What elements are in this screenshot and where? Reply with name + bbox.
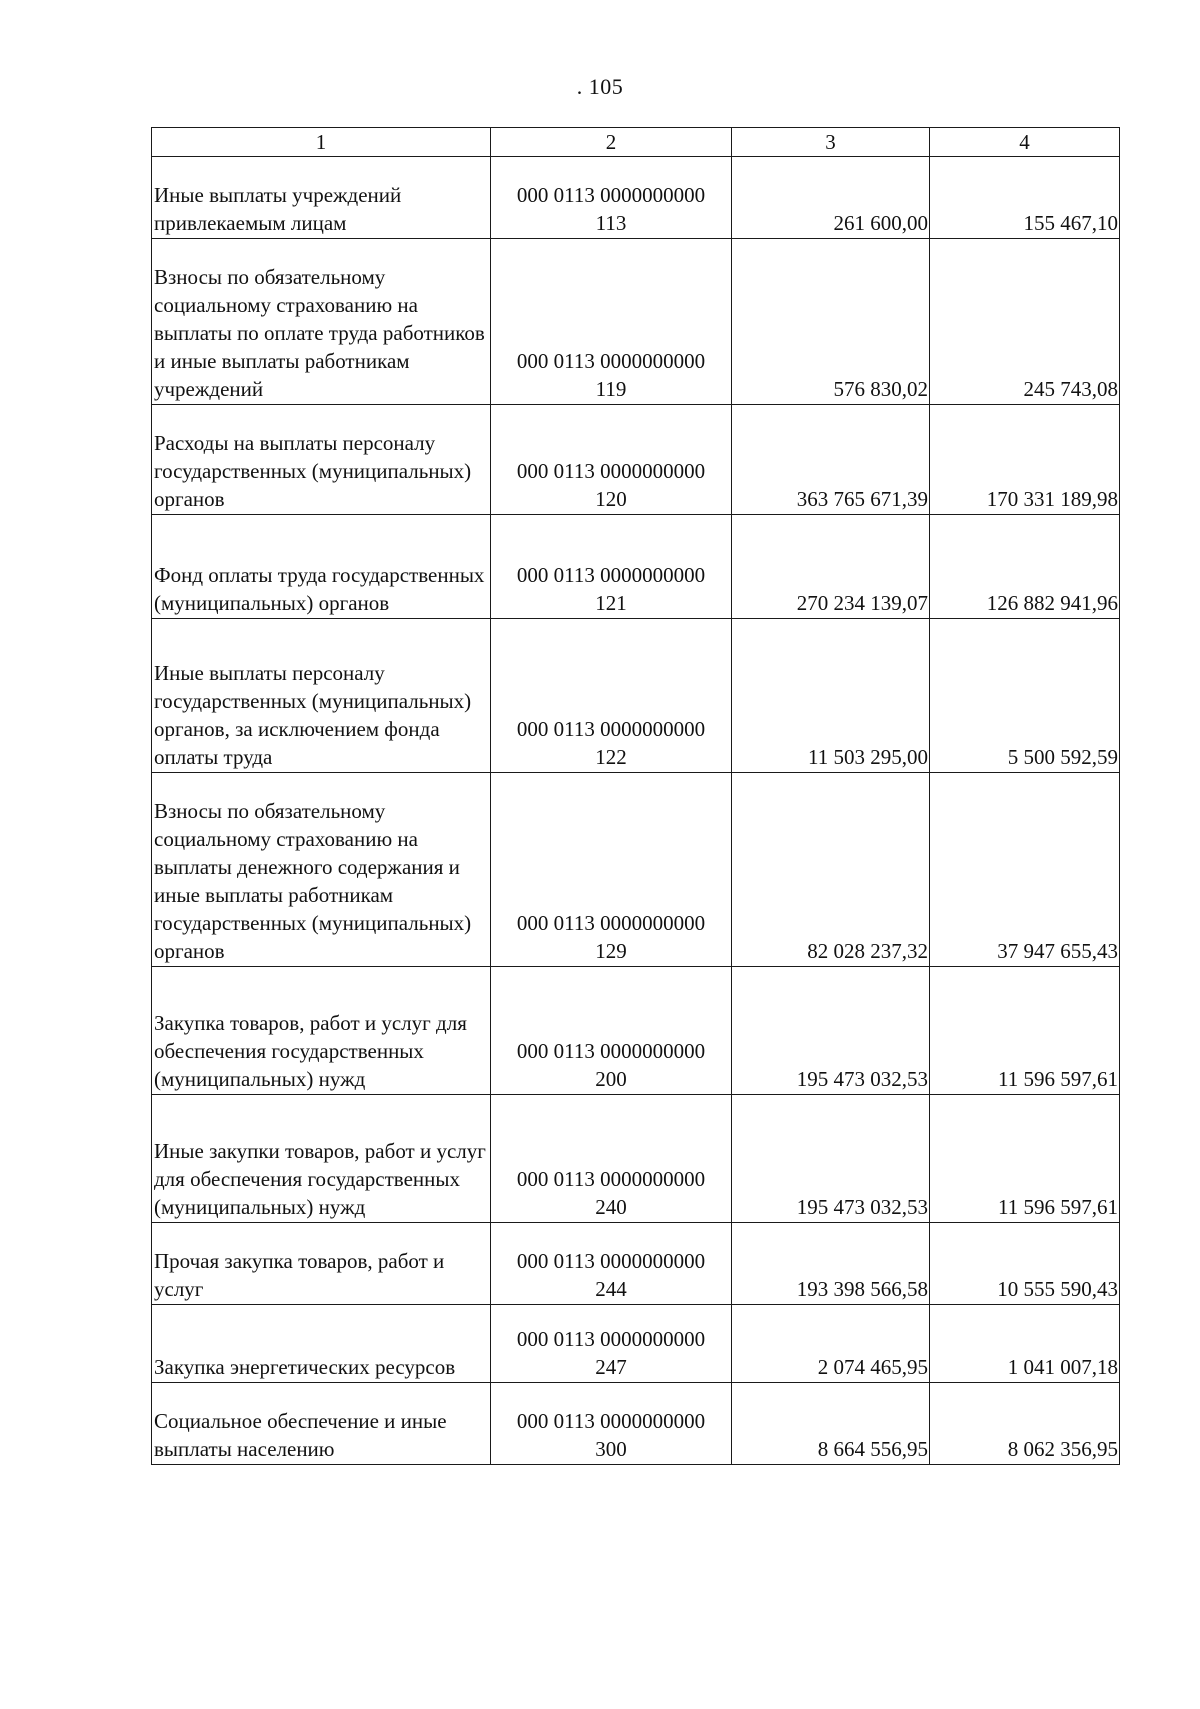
row-code-cell <box>491 1305 732 1383</box>
row-name-cell: Взносы по обязательному социальному страхованию на выплаты по оплате труда работников и иные выплаты работникам учреждений <box>152 239 491 405</box>
row-code-line-2: 200 <box>595 1067 627 1091</box>
row-code-cell <box>491 405 732 515</box>
row-value-col3: 576 830,02 <box>732 239 930 405</box>
row-value-col4: 126 882 941,96 <box>930 515 1120 619</box>
row-value-col4: 155 467,10 <box>930 157 1120 239</box>
table-header-row <box>152 128 1120 157</box>
row-code-cell <box>491 619 732 773</box>
table-row <box>152 515 1120 619</box>
row-value-col3: 363 765 671,39 <box>732 405 930 515</box>
row-value-col3: 195 473 032,53 <box>732 967 930 1095</box>
row-code-line-2: 119 <box>595 377 627 401</box>
row-value-col3: 270 234 139,07 <box>732 515 930 619</box>
row-code-line-1: 000 0113 0000000000 <box>516 183 706 207</box>
table-row <box>152 1095 1120 1223</box>
row-code-line-2: 244 <box>595 1277 627 1301</box>
table-row <box>152 619 1120 773</box>
row-value-col4: 11 596 597,61 <box>930 967 1120 1095</box>
budget-table <box>151 127 1120 1465</box>
row-code-line-1: 000 0113 0000000000 <box>516 1327 706 1351</box>
table-row <box>152 1223 1120 1305</box>
row-name-cell: Прочая закупка товаров, работ и услуг <box>152 1223 491 1305</box>
row-code-line-2: 300 <box>595 1437 627 1461</box>
row-value-col4: 5 500 592,59 <box>930 619 1120 773</box>
row-value-col3: 195 473 032,53 <box>732 1095 930 1223</box>
row-code-line-1: 000 0113 0000000000 <box>516 459 706 483</box>
row-code-line-1: 000 0113 0000000000 <box>516 349 706 373</box>
row-code-line-1: 000 0113 0000000000 <box>516 911 706 935</box>
row-code-cell <box>491 1095 732 1223</box>
row-name-cell: Закупка энергетических ресурсов <box>152 1305 491 1383</box>
row-code-line-2: 240 <box>595 1195 627 1219</box>
row-code-line-1: 000 0113 0000000000 <box>516 1167 706 1191</box>
row-code-line-2: 120 <box>595 487 627 511</box>
row-name-cell: Иные выплаты персоналу государственных (муниципальных) органов, за исключением фонда оплаты труда <box>152 619 491 773</box>
row-code-cell <box>491 515 732 619</box>
row-code-line-1: 000 0113 0000000000 <box>516 1039 706 1063</box>
row-value-col4: 1 041 007,18 <box>930 1305 1120 1383</box>
table-row <box>152 157 1120 239</box>
row-name-cell: Расходы на выплаты персоналу государственных (муниципальных) органов <box>152 405 491 515</box>
table-row <box>152 405 1120 515</box>
row-code-line-2: 122 <box>595 745 627 769</box>
table-body <box>152 157 1120 1465</box>
row-code-line-2: 121 <box>595 591 627 615</box>
row-value-col4: 37 947 655,43 <box>930 773 1120 967</box>
row-value-col4: 8 062 356,95 <box>930 1383 1120 1465</box>
table-row <box>152 239 1120 405</box>
row-value-col3: 8 664 556,95 <box>732 1383 930 1465</box>
row-value-col3: 11 503 295,00 <box>732 619 930 773</box>
column-header-4: 4 <box>930 128 1120 157</box>
column-header-1: 1 <box>152 128 491 157</box>
row-value-col3: 2 074 465,95 <box>732 1305 930 1383</box>
row-code-line-1: 000 0113 0000000000 <box>516 1409 706 1433</box>
row-code-cell <box>491 239 732 405</box>
row-code-line-1: 000 0113 0000000000 <box>516 717 706 741</box>
row-value-col3: 193 398 566,58 <box>732 1223 930 1305</box>
row-value-col3: 82 028 237,32 <box>732 773 930 967</box>
row-name-cell: Иные закупки товаров, работ и услуг для обеспечения государственных (муниципальных) нужд <box>152 1095 491 1223</box>
row-name-cell: Закупка товаров, работ и услуг для обеспечения государственных (муниципальных) нужд <box>152 967 491 1095</box>
row-value-col4: 170 331 189,98 <box>930 405 1120 515</box>
table-row <box>152 967 1120 1095</box>
row-name-cell: Фонд оплаты труда государственных (муниципальных) органов <box>152 515 491 619</box>
row-code-line-1: 000 0113 0000000000 <box>516 1249 706 1273</box>
row-code-cell <box>491 1223 732 1305</box>
row-code-cell <box>491 773 732 967</box>
table-row <box>152 1305 1120 1383</box>
column-header-3: 3 <box>732 128 930 157</box>
row-name-cell: Социальное обеспечение и иные выплаты населению <box>152 1383 491 1465</box>
row-value-col4: 11 596 597,61 <box>930 1095 1120 1223</box>
row-code-line-2: 247 <box>595 1355 627 1379</box>
row-name-cell: Иные выплаты учреждений привлекаемым лицам <box>152 157 491 239</box>
row-name-cell: Взносы по обязательному социальному страхованию на выплаты денежного содержания и иные выплаты работникам государственных (муниципальных) органов <box>152 773 491 967</box>
row-code-line-2: 129 <box>595 939 627 963</box>
row-code-cell <box>491 1383 732 1465</box>
table-row <box>152 773 1120 967</box>
column-header-2: 2 <box>491 128 732 157</box>
row-code-cell <box>491 967 732 1095</box>
row-value-col3: 261 600,00 <box>732 157 930 239</box>
page-number: . 105 <box>576 74 624 99</box>
table-row <box>152 1383 1120 1465</box>
row-code-line-1: 000 0113 0000000000 <box>516 563 706 587</box>
row-value-col4: 10 555 590,43 <box>930 1223 1120 1305</box>
row-value-col4: 245 743,08 <box>930 239 1120 405</box>
row-code-cell <box>491 157 732 239</box>
row-code-line-2: 113 <box>595 211 627 235</box>
